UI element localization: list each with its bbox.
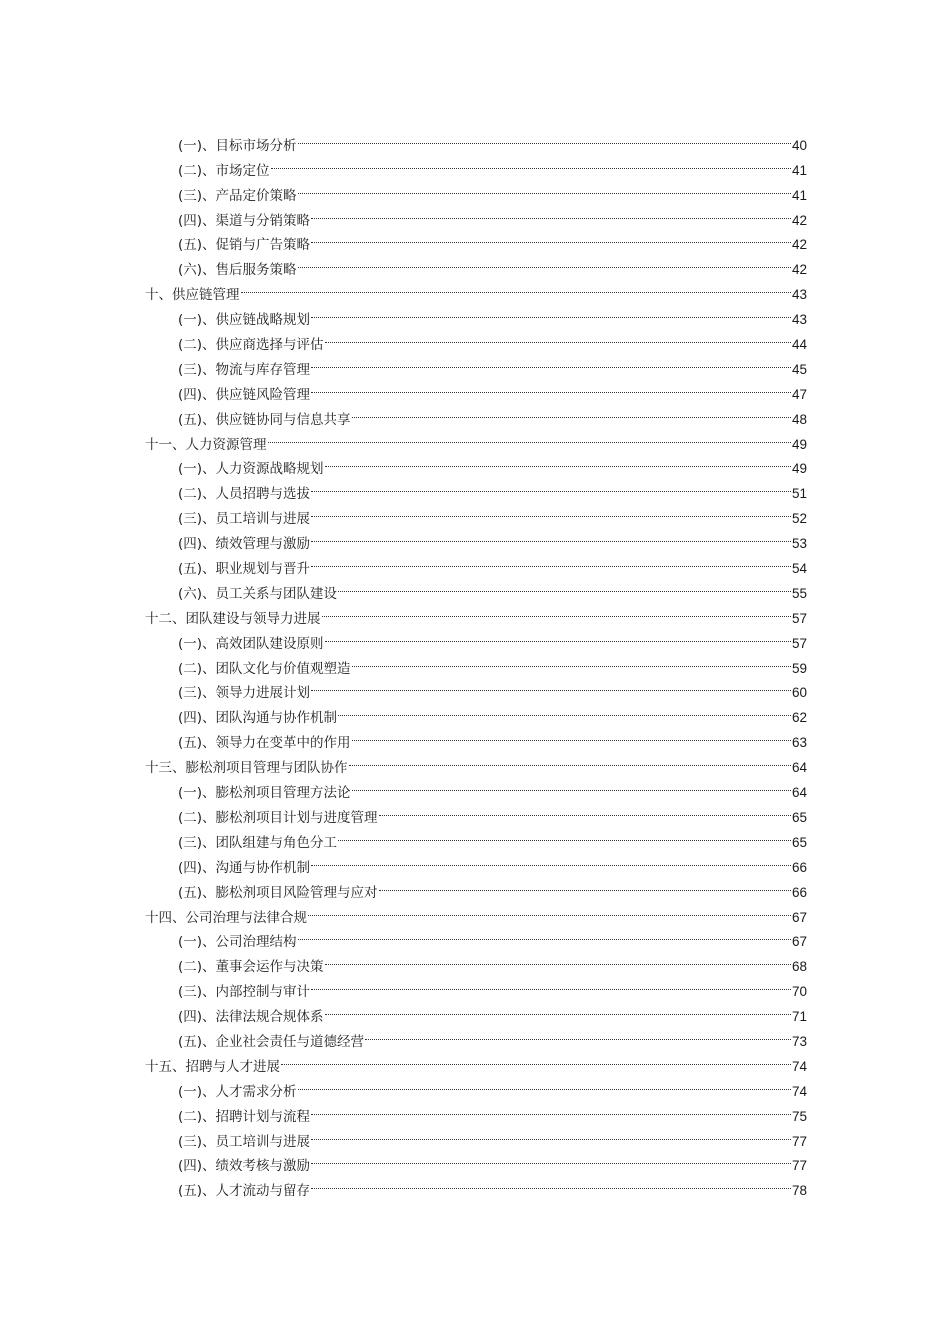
toc-entry-title: 十二、团队建设与领导力进展: [145, 610, 321, 627]
toc-page-number: 68: [791, 959, 807, 975]
toc-entry-title: (四)、团队沟通与协作机制: [178, 710, 338, 727]
toc-entry-title: (四)、渠道与分销策略: [178, 212, 311, 229]
toc-page-number: 52: [791, 511, 807, 527]
dot-leader: [325, 449, 791, 474]
toc-page-number: 59: [791, 660, 807, 676]
dot-leader: [325, 996, 791, 1021]
dot-leader: [311, 673, 791, 698]
dot-leader: [311, 200, 791, 225]
dot-leader: [379, 797, 791, 822]
toc-page-number: 41: [791, 187, 807, 203]
toc-page-number: 78: [791, 1183, 807, 1199]
table-of-contents: [145, 125, 807, 1200]
dot-leader: [311, 847, 791, 872]
dot-leader: [365, 1021, 791, 1046]
dot-leader: [271, 150, 791, 175]
toc-page-number: 64: [791, 785, 807, 801]
toc-entry-title: (四)、绩效考核与激励: [178, 1158, 311, 1175]
dot-leader: [338, 822, 791, 847]
toc-entry-title: (一)、人才需求分析: [178, 1083, 297, 1100]
dot-leader: [325, 623, 791, 648]
toc-page-number: 55: [791, 585, 807, 601]
dot-leader: [338, 697, 791, 722]
toc-entry-title: (六)、售后服务策略: [178, 262, 297, 279]
toc-page-number: 65: [791, 809, 807, 825]
toc-entry-title: 十五、招聘与人才进展: [145, 1058, 280, 1075]
dot-leader: [311, 523, 791, 548]
toc-entry-title: (四)、法律法规合规体系: [178, 1009, 324, 1026]
toc-page-number: 57: [791, 610, 807, 626]
toc-entry-title: (五)、领导力在变革中的作用: [178, 735, 351, 752]
dot-leader: [311, 1146, 791, 1171]
dot-leader: [311, 374, 791, 399]
toc-page-number: 73: [791, 1033, 807, 1049]
toc-page-number: 60: [791, 685, 807, 701]
toc-entry-title: (三)、员工培训与进展: [178, 1133, 311, 1150]
dot-leader: [311, 1121, 791, 1146]
toc-page-number: 42: [791, 237, 807, 253]
toc-section-entry[interactable]: [145, 299, 807, 329]
toc-entry-title: 十、供应链管理: [145, 287, 240, 304]
dot-leader: [298, 249, 791, 274]
toc-page-number: 53: [791, 536, 807, 552]
toc-entry-title: (二)、供应商选择与评估: [178, 337, 324, 354]
toc-entry-title: (一)、高效团队建设原则: [178, 635, 324, 652]
toc-page-number: 75: [791, 1108, 807, 1124]
dot-leader: [298, 175, 791, 200]
toc-page-number: 45: [791, 361, 807, 377]
toc-entry-title: (二)、团队文化与价值观塑造: [178, 660, 351, 677]
toc-entry-title: 十三、膨松剂项目管理与团队协作: [145, 760, 348, 777]
toc-entry-title: (三)、物流与库存管理: [178, 361, 311, 378]
dot-leader: [298, 125, 791, 150]
toc-page-number: 71: [791, 1009, 807, 1025]
toc-page-number: 77: [791, 1133, 807, 1149]
toc-page-number: 70: [791, 984, 807, 1000]
toc-entry-title: (四)、沟通与协作机制: [178, 859, 311, 876]
toc-entry-title: (五)、人才流动与留存: [178, 1183, 311, 1200]
toc-entry-title: (四)、供应链风险管理: [178, 386, 311, 403]
toc-page-number: 65: [791, 834, 807, 850]
toc-entry-title: 十一、人力资源管理: [145, 436, 267, 453]
dot-leader: [338, 573, 791, 598]
dot-leader: [311, 349, 791, 374]
toc-entry-title: (二)、董事会运作与决策: [178, 959, 324, 976]
dot-leader: [281, 1046, 791, 1071]
toc-entry-title: (二)、人员招聘与选拔: [178, 486, 311, 503]
toc-page-number: 48: [791, 411, 807, 427]
toc-page-number: 77: [791, 1158, 807, 1174]
toc-entry-title: (一)、膨松剂项目管理方法论: [178, 785, 351, 802]
toc-entry-title: (五)、膨松剂项目风险管理与应对: [178, 884, 378, 901]
dot-leader: [325, 324, 791, 349]
dot-leader: [311, 971, 791, 996]
dot-leader: [311, 548, 791, 573]
dot-leader: [311, 498, 791, 523]
toc-entry-title: (五)、供应链协同与信息共享: [178, 411, 351, 428]
toc-page-number: 43: [791, 287, 807, 303]
toc-page-number: 57: [791, 635, 807, 651]
dot-leader: [311, 299, 791, 324]
toc-page-number: 43: [791, 312, 807, 328]
dot-leader: [311, 1096, 791, 1121]
dot-leader: [352, 722, 791, 747]
toc-entry-title: (三)、团队组建与角色分工: [178, 834, 338, 851]
dot-leader: [352, 648, 791, 673]
toc-entry-title: (三)、产品定价策略: [178, 187, 297, 204]
toc-page-number: 51: [791, 486, 807, 502]
dot-leader: [241, 274, 791, 299]
toc-page-number: 66: [791, 859, 807, 875]
toc-page-number: 67: [791, 909, 807, 925]
toc-page-number: 47: [791, 386, 807, 402]
dot-leader: [352, 399, 791, 424]
dot-leader: [311, 225, 791, 250]
toc-page-number: 42: [791, 212, 807, 228]
toc-page-number: 62: [791, 710, 807, 726]
toc-section-entry[interactable]: [145, 125, 807, 154]
toc-entry-title: (一)、供应链战略规划: [178, 312, 311, 329]
dot-leader: [298, 922, 791, 947]
toc-page-number: 49: [791, 436, 807, 452]
toc-entry-title: (五)、企业社会责任与道德经营: [178, 1033, 365, 1050]
toc-entry-title: (二)、市场定位: [178, 162, 270, 179]
toc-entry-title: (三)、领导力进展计划: [178, 685, 311, 702]
dot-leader: [352, 772, 791, 797]
toc-page-number: 54: [791, 561, 807, 577]
toc-entry-title: (三)、员工培训与进展: [178, 511, 311, 528]
dot-leader: [322, 598, 791, 623]
toc-page-number: 63: [791, 735, 807, 751]
dot-leader: [311, 1170, 791, 1195]
toc-entry-title: (四)、绩效管理与激励: [178, 536, 311, 553]
dot-leader: [311, 473, 791, 498]
toc-entry-title: (二)、招聘计划与流程: [178, 1108, 311, 1125]
toc-entry-title: (六)、员工关系与团队建设: [178, 585, 338, 602]
dot-leader: [268, 424, 791, 449]
toc-page-number: 42: [791, 262, 807, 278]
toc-page-number: 41: [791, 162, 807, 178]
toc-page-number: 66: [791, 884, 807, 900]
dot-leader: [349, 747, 791, 772]
toc-page-number: 74: [791, 1058, 807, 1074]
toc-chapter-entry[interactable]: [145, 274, 807, 304]
dot-leader: [308, 897, 791, 922]
toc-page-number: 74: [791, 1083, 807, 1099]
dot-leader: [325, 946, 791, 971]
toc-page-number: 40: [791, 137, 807, 153]
toc-entry-title: (二)、膨松剂项目计划与进度管理: [178, 809, 378, 826]
dot-leader: [379, 872, 791, 897]
toc-entry-title: (一)、目标市场分析: [178, 137, 297, 154]
toc-entry-title: (五)、促销与广告策略: [178, 237, 311, 254]
toc-page-number: 67: [791, 934, 807, 950]
toc-page-number: 49: [791, 461, 807, 477]
toc-entry-title: (三)、内部控制与审计: [178, 984, 311, 1001]
dot-leader: [298, 1071, 791, 1096]
toc-entry-title: (一)、公司治理结构: [178, 934, 297, 951]
toc-entry-title: (一)、人力资源战略规划: [178, 461, 324, 478]
toc-page-number: 44: [791, 337, 807, 353]
toc-page-number: 64: [791, 760, 807, 776]
toc-entry-title: (五)、职业规划与晋升: [178, 561, 311, 578]
toc-entry-title: 十四、公司治理与法律合规: [145, 909, 307, 926]
